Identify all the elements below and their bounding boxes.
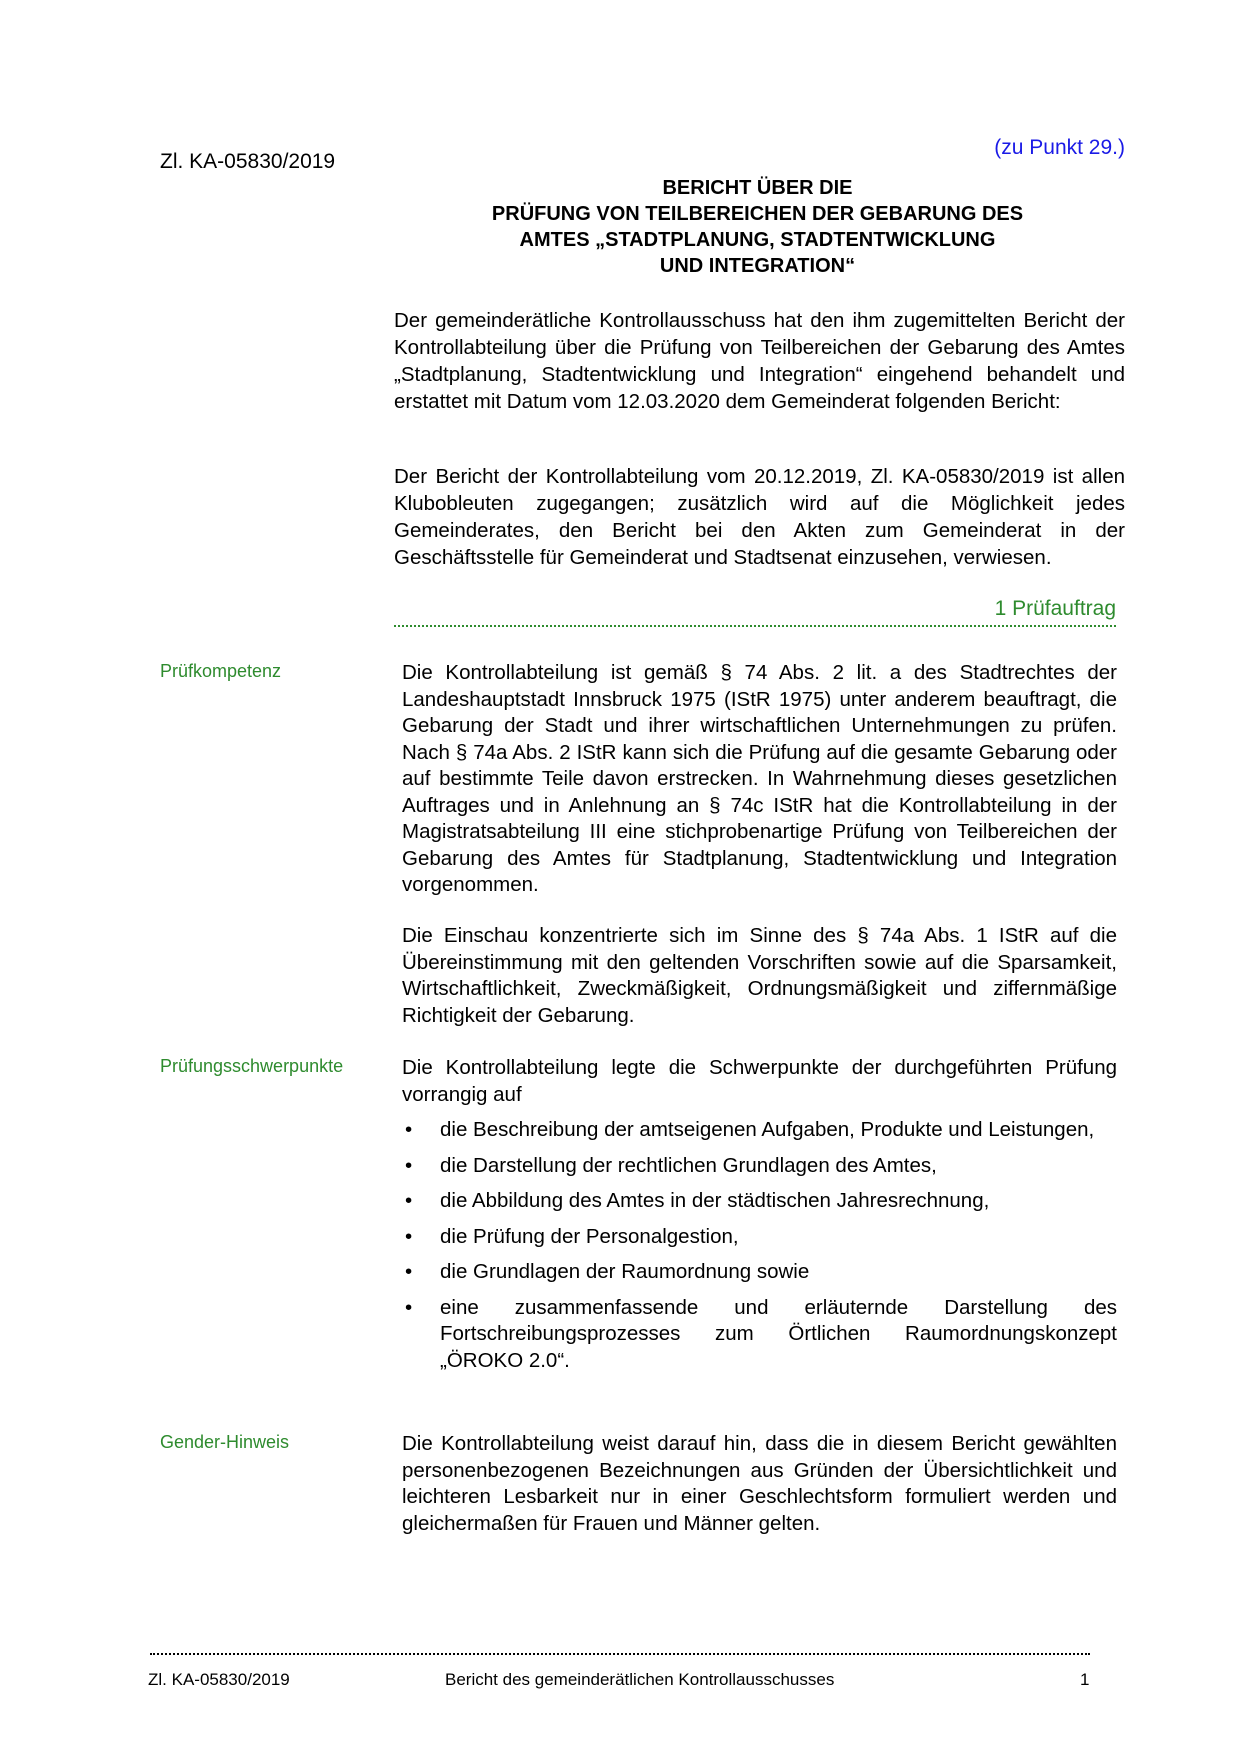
- margin-label-gender: Gender-Hinweis: [160, 1432, 290, 1452]
- schwerpunkte-block: [402, 1055, 1117, 1383]
- document-reference: Zl. KA-05830/2019: [160, 150, 336, 173]
- gender-paragraph: Die Kontrollabteilung weist darauf hin, dass die in diesem Bericht gewählten personenbezogenen Bezeichnungen aus Gründen der Übersichtlichkeit und leichteren Lesbarkeit nur in einer Geschlechtsform formuliert werden und gleichermaßen für Frauen und Männer gelten.: [402, 1432, 1117, 1535]
- title-line: AMTES „STADTPLANUNG, STADTENTWICKLUNG: [519, 229, 996, 251]
- footer-divider: [150, 1653, 1090, 1655]
- list-item: • die Prüfung der Personalgestion,: [402, 1224, 1117, 1251]
- list-item: • die Beschreibung der amtseigenen Aufgaben, Produkte und Leistungen,: [402, 1117, 1117, 1144]
- list-item: • die Abbildung des Amtes in der städtischen Jahresrechnung,: [402, 1188, 1117, 1215]
- section-heading: 1 Prüfauftrag: [394, 597, 1116, 627]
- schwerpunkte-list: [402, 1117, 1117, 1374]
- page-number: 1: [1080, 1670, 1090, 1689]
- intro-paragraph-1: Der gemeinderätliche Kontrollausschuss hat den ihm zugemittelten Bericht der Kontrollabteilung über die Prüfung von Teilbereichen der Gebarung des Amtes „Stadtplanung, Stadtentwicklung und Integration“ eingehend behandelt und erstattet mit Datum vom 12.03.2020 dem Gemeinderat folgenden Bericht:: [394, 309, 1125, 413]
- margin-label-schwerpunkte: Prüfungsschwerpunkte: [160, 1056, 344, 1076]
- intro-paragraph-2: Der Bericht der Kontrollabteilung vom 20.12.2019, Zl. KA-05830/2019 ist allen Klubobleuten zugegangen; zusätzlich wird auf die Möglichkeit jedes Gemeinderates, den Bericht bei den Akten zum Gemeinderat in der Geschäftsstelle für Gemeinderat und Stadtsenat einzusehen, verwiesen.: [394, 465, 1125, 569]
- title-line: PRÜFUNG VON TEILBEREICHEN DER GEBARUNG DES: [491, 203, 1024, 225]
- list-item: • die Grundlagen der Raumordnung sowie: [402, 1259, 1117, 1286]
- footer-title: Bericht des gemeinderätlichen Kontrollausschusses: [445, 1670, 835, 1689]
- title-line: BERICHT ÜBER DIE: [662, 177, 853, 199]
- schwerpunkte-intro: Die Kontrollabteilung legte die Schwerpunkte der durchgeführten Prüfung vorrangig auf: [402, 1056, 1117, 1106]
- list-item: • die Darstellung der rechtlichen Grundlagen des Amtes,: [402, 1153, 1117, 1180]
- pruefkompetenz-paragraph-2: Die Einschau konzentrierte sich im Sinne des § 74a Abs. 1 IStR auf die Übereinstimmung mit den geltenden Vorschriften sowie auf die Sparsamkeit, Wirtschaftlichkeit, Zweckmäßigkeit, Ordnungsmäßigkeit und ziffernmäßige Richtigkeit der Gebarung.: [402, 924, 1117, 1027]
- margin-label-pruefkompetenz: Prüfkompetenz: [160, 661, 282, 681]
- report-title: [390, 175, 1125, 279]
- title-line: UND INTEGRATION“: [659, 255, 856, 277]
- pruefkompetenz-paragraph-1: Die Kontrollabteilung ist gemäß § 74 Abs. 2 lit. a des Stadtrechtes der Landeshauptstadt Innsbruck 1975 (IStR 1975) unter anderem beauftragt, die Gebarung der Stadt und ihrer wirtschaftlichen Unternehmungen zu prüfen. Nach § 74a Abs. 2 IStR kann sich die Prüfung auf die gesamte Gebarung oder auf bestimmte Teile davon erstrecken. In Wahrnehmung dieses gesetzlichen Auftrages und in Anlehnung an § 74c IStR hat die Kontrollabteilung in der Magistratsabteilung III eine stichprobenartige Prüfung von Teilbereichen der Gebarung des Amtes für Stadtplanung, Stadtentwicklung und Integration vorgenommen.: [402, 661, 1117, 896]
- agenda-item-reference: (zu Punkt 29.): [994, 136, 1125, 159]
- footer-reference: Zl. KA-05830/2019: [148, 1670, 290, 1689]
- list-item: • eine zusammenfassende und erläuternde Darstellung des Fortschreibungsprozesses zum Örtlichen Raumordnungskonzept „ÖROKO 2.0“.: [402, 1295, 1117, 1375]
